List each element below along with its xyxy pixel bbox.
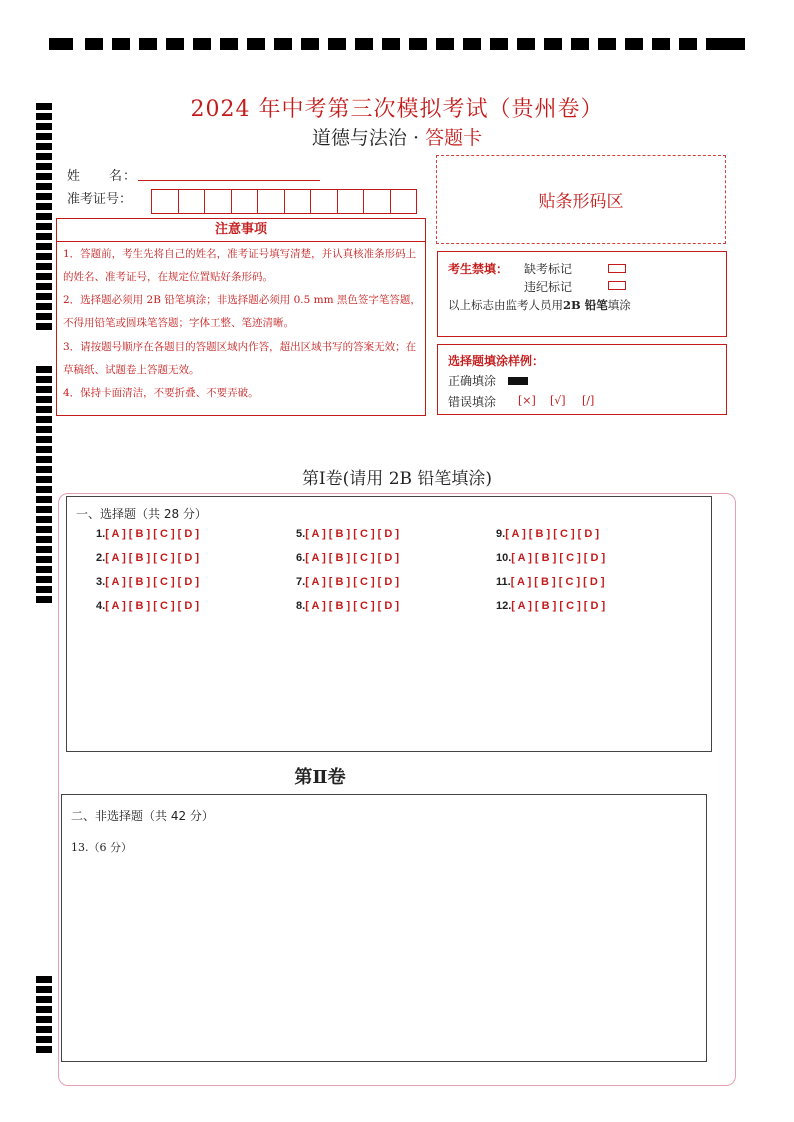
exam-digit-box[interactable] — [284, 189, 312, 214]
mc-question[interactable] — [296, 552, 399, 564]
notes-title: 注意事项 — [57, 219, 425, 242]
proctor-note — [448, 297, 631, 313]
wrong-fill-label: 错误填涂 — [448, 395, 497, 409]
fill-sample-box — [437, 344, 727, 415]
proctor-note-bold: 2B 铅笔 — [563, 298, 608, 312]
mc-options[interactable]: [ A ] [ B ] [ C ] [ D ] — [511, 552, 606, 564]
timing-mark — [36, 446, 52, 453]
mc-question[interactable] — [496, 552, 605, 564]
timing-mark — [36, 303, 52, 310]
barcode-label: 贴条形码区 — [538, 192, 624, 212]
exam-number-label: 准考证号： — [67, 192, 133, 207]
mc-question[interactable] — [496, 600, 605, 612]
wrong-mark-check: [√] — [550, 394, 566, 407]
exam-number-boxes[interactable] — [152, 189, 417, 214]
proctor-note-suffix: 填涂 — [607, 298, 631, 312]
timing-mark — [36, 536, 52, 543]
note-item-4: 4．保持卡面清洁，不要折叠、不要弄破。 — [63, 387, 259, 399]
timing-mark — [36, 1016, 52, 1023]
timing-mark — [36, 1036, 52, 1043]
essay-answer-area[interactable] — [61, 794, 707, 1062]
timing-mark — [36, 213, 52, 220]
mc-question-number: 7. — [296, 576, 306, 588]
exam-digit-box[interactable] — [310, 189, 338, 214]
timing-mark — [36, 576, 52, 583]
timing-mark — [36, 556, 52, 563]
mc-options[interactable]: [ A ] [ B ] [ C ] [ D ] — [305, 600, 400, 612]
timing-mark — [36, 376, 52, 383]
mc-question-number: 11. — [496, 576, 511, 588]
exam-digit-box[interactable] — [204, 189, 232, 214]
mc-question[interactable] — [296, 528, 399, 540]
timing-mark — [679, 38, 697, 50]
question-13-label: 13.（6 分） — [71, 841, 132, 854]
mc-question[interactable] — [496, 576, 605, 588]
essay-heading: 二、非选择题（共 42 分） — [71, 809, 214, 823]
timing-mark — [36, 586, 52, 593]
mc-options[interactable]: [ A ] [ B ] [ C ] [ D ] — [511, 600, 606, 612]
mc-options[interactable]: [ A ] [ B ] [ C ] [ D ] — [505, 528, 600, 540]
timing-mark — [36, 263, 52, 270]
timing-mark — [36, 436, 52, 443]
mc-question-number: 4. — [96, 600, 106, 612]
mc-question[interactable] — [296, 576, 399, 588]
timing-mark — [36, 193, 52, 200]
timing-mark — [36, 596, 52, 603]
timing-mark — [36, 243, 52, 250]
timing-mark — [571, 38, 589, 50]
timing-mark — [490, 38, 508, 50]
timing-mark — [36, 223, 52, 230]
timing-mark — [436, 38, 454, 50]
mc-question[interactable] — [96, 600, 199, 612]
notes-box — [56, 218, 426, 416]
name-field[interactable] — [138, 180, 320, 181]
mc-question-number: 12. — [496, 600, 512, 612]
proctor-note-prefix: 以上标志由监考人员用 — [448, 298, 563, 312]
timing-mark — [36, 323, 52, 330]
mc-question[interactable] — [96, 576, 199, 588]
forbid-label: 考生禁填： — [448, 262, 509, 276]
mc-question-number: 9. — [496, 528, 506, 540]
timing-mark — [36, 183, 52, 190]
timing-mark — [36, 273, 52, 280]
mc-options[interactable]: [ A ] [ B ] [ C ] [ D ] — [305, 552, 400, 564]
mc-question[interactable] — [496, 528, 599, 540]
barcode-area — [436, 155, 726, 244]
mc-question-number: 6. — [296, 552, 306, 564]
violation-label: 违纪标记 — [524, 280, 573, 294]
timing-mark — [36, 986, 52, 993]
timing-mark — [36, 293, 52, 300]
timing-mark — [220, 38, 238, 50]
timing-mark — [36, 173, 52, 180]
note-item-2: 2．选择题必须用 2B 铅笔填涂；非选择题必须用 0.5 mm 黑色签字笔答题，不得用铅笔或圆珠笔答题；字体工整、笔迹清晰。 — [63, 294, 421, 329]
timing-mark — [36, 566, 52, 573]
answer-card-label: 答题卡 — [425, 127, 483, 149]
timing-mark — [36, 976, 52, 983]
page-title: 2024 年中考第三次模拟考试（贵州卷） — [190, 97, 604, 122]
note-item-1: 1．答题前，考生先将自己的姓名，准考证号填写清楚，并认真核准条形码上的姓名、准考证号，在规定位置贴好条形码。 — [63, 248, 417, 283]
mc-question[interactable] — [296, 600, 399, 612]
timing-mark — [409, 38, 427, 50]
mc-options[interactable]: [ A ] [ B ] [ C ] [ D ] — [105, 576, 200, 588]
exam-digit-box[interactable] — [231, 189, 259, 214]
timing-mark — [36, 496, 52, 503]
timing-mark — [463, 38, 481, 50]
mc-question[interactable] — [96, 528, 199, 540]
timing-mark — [544, 38, 562, 50]
mc-question-number: 5. — [296, 528, 306, 540]
timing-mark — [36, 386, 52, 393]
timing-mark — [36, 416, 52, 423]
timing-mark — [625, 38, 643, 50]
mc-options[interactable]: [ A ] [ B ] [ C ] [ D ] — [105, 552, 200, 564]
page-subtitle — [0, 123, 794, 150]
timing-mark — [274, 38, 292, 50]
note-item-3: 3．请按题号顺序在各题目的答题区域内作答，超出区域书写的答案无效；在草稿纸、试题卷上答题无效。 — [63, 341, 417, 376]
timing-mark — [36, 506, 52, 513]
timing-mark — [193, 38, 211, 50]
timing-mark — [355, 38, 373, 50]
name-label: 姓 名： — [67, 169, 138, 184]
timing-mark — [36, 516, 52, 523]
timing-mark — [328, 38, 346, 50]
timing-mark — [49, 38, 73, 50]
mc-question-number: 3. — [96, 576, 106, 588]
exam-digit-box[interactable] — [390, 189, 418, 214]
timing-mark — [247, 38, 265, 50]
mc-question[interactable] — [96, 552, 199, 564]
timing-mark — [36, 526, 52, 533]
subject-name: 道德与法治 — [311, 127, 407, 149]
absent-label: 缺考标记 — [524, 262, 573, 276]
timing-mark — [36, 406, 52, 413]
timing-mark — [85, 38, 103, 50]
timing-mark — [36, 253, 52, 260]
proctor-marks-box — [437, 251, 727, 337]
timing-mark — [36, 313, 52, 320]
timing-mark — [166, 38, 184, 50]
part1-title: 第Ⅰ卷(请用 2B 铅笔填涂) — [301, 469, 493, 489]
exam-digit-box[interactable] — [178, 189, 206, 214]
subtitle-dot: · — [412, 127, 420, 149]
timing-mark — [112, 38, 130, 50]
timing-mark — [36, 1026, 52, 1033]
timing-mark — [36, 396, 52, 403]
timing-mark — [36, 153, 52, 160]
timing-mark — [36, 283, 52, 290]
timing-mark — [382, 38, 400, 50]
timing-mark — [598, 38, 616, 50]
exam-digit-box[interactable] — [151, 189, 179, 214]
exam-digit-box[interactable] — [363, 189, 391, 214]
mc-options[interactable]: [ A ] [ B ] [ C ] [ D ] — [305, 576, 400, 588]
timing-mark — [36, 996, 52, 1003]
mc-options[interactable]: [ A ] [ B ] [ C ] [ D ] — [105, 600, 200, 612]
exam-digit-box[interactable] — [257, 189, 285, 214]
timing-mark — [36, 456, 52, 463]
wrong-mark-slash: [/] — [582, 394, 595, 407]
timing-mark — [721, 38, 745, 50]
top-timing-marks — [49, 38, 745, 51]
violation-mark-box[interactable] — [608, 281, 626, 290]
mc-question-number: 2. — [96, 552, 106, 564]
timing-mark — [36, 233, 52, 240]
mc-question-number: 8. — [296, 600, 306, 612]
mc-question-number: 10. — [496, 552, 512, 564]
timing-mark — [517, 38, 535, 50]
timing-mark — [36, 366, 52, 373]
part2-title: 第Ⅱ卷 — [294, 767, 346, 788]
sample-title: 选择题填涂样例： — [448, 354, 545, 368]
wrong-mark-x: [×] — [518, 394, 536, 407]
timing-mark — [301, 38, 319, 50]
mc-options[interactable]: [ A ] [ B ] [ C ] [ D ] — [510, 576, 605, 588]
correct-fill-label: 正确填涂 — [448, 374, 497, 388]
timing-mark — [652, 38, 670, 50]
mc-options[interactable]: [ A ] [ B ] [ C ] [ D ] — [105, 528, 200, 540]
timing-mark — [36, 203, 52, 210]
correct-fill-mark — [508, 377, 528, 385]
timing-mark — [36, 546, 52, 553]
absent-mark-box[interactable] — [608, 264, 626, 273]
timing-mark — [36, 1046, 52, 1053]
exam-digit-box[interactable] — [337, 189, 365, 214]
timing-mark — [139, 38, 157, 50]
mc-heading: 一、选择题（共 28 分） — [76, 507, 207, 521]
mc-options[interactable]: [ A ] [ B ] [ C ] [ D ] — [305, 528, 400, 540]
timing-mark — [36, 426, 52, 433]
mc-question-number: 1. — [96, 528, 106, 540]
timing-mark — [36, 1006, 52, 1013]
timing-mark — [36, 163, 52, 170]
